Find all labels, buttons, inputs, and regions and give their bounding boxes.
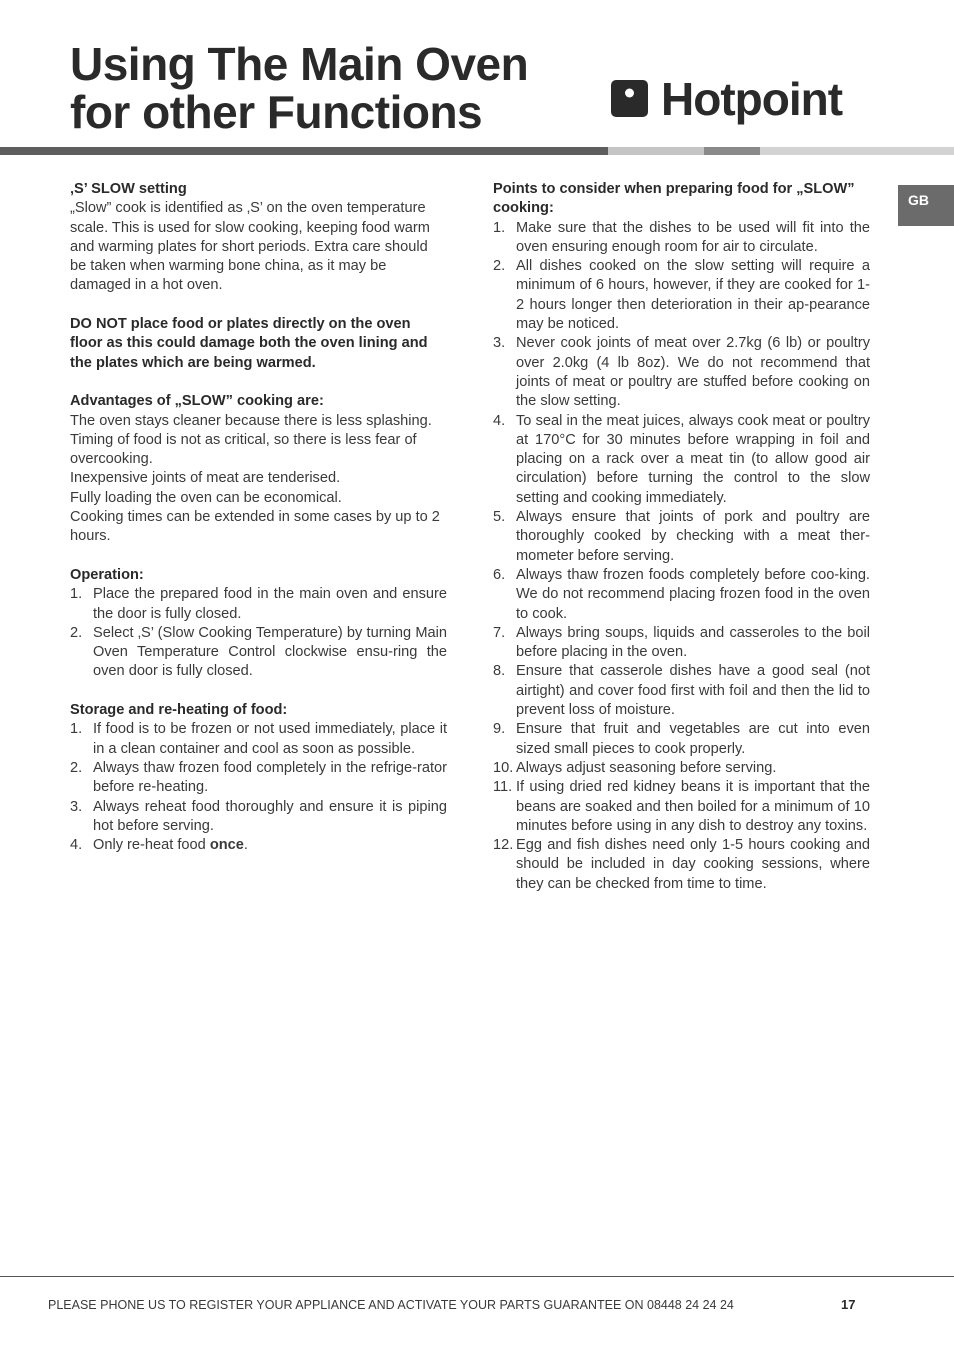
list-item: 1. If food is to be frozen or not used immediately, place it in a clean container and cool as soon as possible. [70, 721, 447, 757]
header-rule-segment [760, 147, 954, 155]
points-list [493, 219, 870, 894]
list-item: 2. Always thaw frozen food completely in the refrige-rator before re-heating. [70, 759, 447, 796]
right-column [493, 180, 870, 894]
list-item: 8. Ensure that casserole dishes have a good seal (not airtight) and cover food first with foil and then the lid to prevent loss of moisture. [493, 663, 870, 719]
list-item: 6. Always thaw frozen foods completely before coo-king. We do not recommend placing frozen food in the oven to cook. [493, 566, 870, 622]
list-item: 1. Place the prepared food in the main oven and ensure the door is fully closed. [70, 586, 447, 622]
warning-text: DO NOT place food or plates directly on the oven floor as this could damage both the oven lining and the plates which are being warmed. [70, 316, 428, 371]
advantage-item: Timing of food is not as critical, so there is less fear of overcooking. [70, 431, 417, 468]
list-item: 4. To seal in the meat juices, always cook meat or poultry at 170°C for 30 minutes before wrapping in foil and placing on a rack over a meat tin (to allow good air circulation) before turning the control to the slow setting and cooking immediately. [493, 412, 870, 506]
footer-divider [0, 1276, 954, 1277]
list-item: 4. Only re-heat food once. [70, 837, 248, 854]
list-item: 11. If using dried red kidney beans it is important that the beans are soaked and then boiled for a minimum of 10 minutes before using in any dish to destroy any toxins. [493, 779, 870, 834]
slow-setting-heading: ‚S’ SLOW setting [70, 181, 187, 197]
list-item: 3. Always reheat food thoroughly and ensure it is piping hot before serving. [70, 798, 447, 834]
storage-heading: Storage and re-heating of food: [70, 702, 288, 719]
list-item: 10. Always adjust seasoning before serving. [493, 759, 777, 776]
list-item: 2. Select ‚S’ (Slow Cooking Temperature) by turning Main Oven Temperature Control clockwise ensu-ring the oven door is fully closed. [70, 624, 447, 680]
operation-heading: Operation: [70, 566, 144, 583]
page-title-line1: Using The Main Oven [70, 38, 529, 90]
advantage-item: Cooking times can be extended in some cases by up to 2 hours. [70, 509, 440, 545]
brand-logo [611, 73, 861, 125]
list-item: 7. Always bring soups, liquids and casseroles to the boil before placing in the oven. [493, 624, 870, 661]
page-title-line2: for other Functions [70, 86, 483, 138]
brand-name: Hotpoint [661, 73, 843, 125]
slow-setting-text: „Slow” cook is identified as ‚S’ on the oven temperature scale. This is used for slow cooking, keeping food warm and warming plates for short periods. Extra care should be taken when warming bone china, as it may be damaged in a hot oven. [70, 200, 430, 294]
storage-list [70, 720, 447, 855]
list-item: 9. Ensure that fruit and vegetables are cut into even sized small pieces to cook properly. [493, 721, 870, 757]
list-item: 3. Never cook joints of meat over 2.7kg (6 lb) or poultry over 2.0kg (4 lb 8oz). We do not recommend that joints of meat or poultry are stuffed before cooking on the slow setting. [493, 335, 870, 410]
list-item: 5. Always ensure that joints of pork and poultry are thoroughly cooked by checking with a meat ther-mometer before serving. [493, 509, 870, 564]
footer-text: PLEASE PHONE US TO REGISTER YOUR APPLIANCE AND ACTIVATE YOUR PARTS GUARANTEE ON 08448 24 24 24 [48, 1298, 734, 1312]
points-heading: Points to consider when preparing food for „SLOW” cooking: [493, 181, 855, 217]
advantage-item: Fully loading the oven can be economical. [70, 489, 342, 506]
list-item: 1. Make sure that the dishes to be used will fit into the oven ensuring enough room for air to circulate. [493, 219, 870, 255]
header-rule-segment [704, 147, 760, 155]
list-item: 2. All dishes cooked on the slow setting will require a minimum of 6 hours, however, if they are cooked for 1-2 hours longer then deterioration in their ap-pearance may be noticed. [493, 258, 870, 333]
operation-list [70, 585, 447, 681]
header-rule-segment [608, 147, 704, 155]
header-rule [0, 147, 608, 155]
page-title [70, 40, 528, 136]
list-item: 12. Egg and fish dishes need only 1-5 hours cooking and should be included in day cooking sessions, where they can be checked from time to time. [493, 837, 870, 892]
advantages-heading: Advantages of „SLOW” cooking are: [70, 393, 324, 410]
hotpoint-logo-icon [611, 80, 651, 120]
language-tab: GB [898, 185, 954, 226]
page-number: 17 [841, 1297, 856, 1312]
advantage-item: The oven stays cleaner because there is less splashing. [70, 412, 432, 429]
advantage-item: Inexpensive joints of meat are tenderised. [70, 470, 341, 487]
left-column [70, 180, 447, 855]
